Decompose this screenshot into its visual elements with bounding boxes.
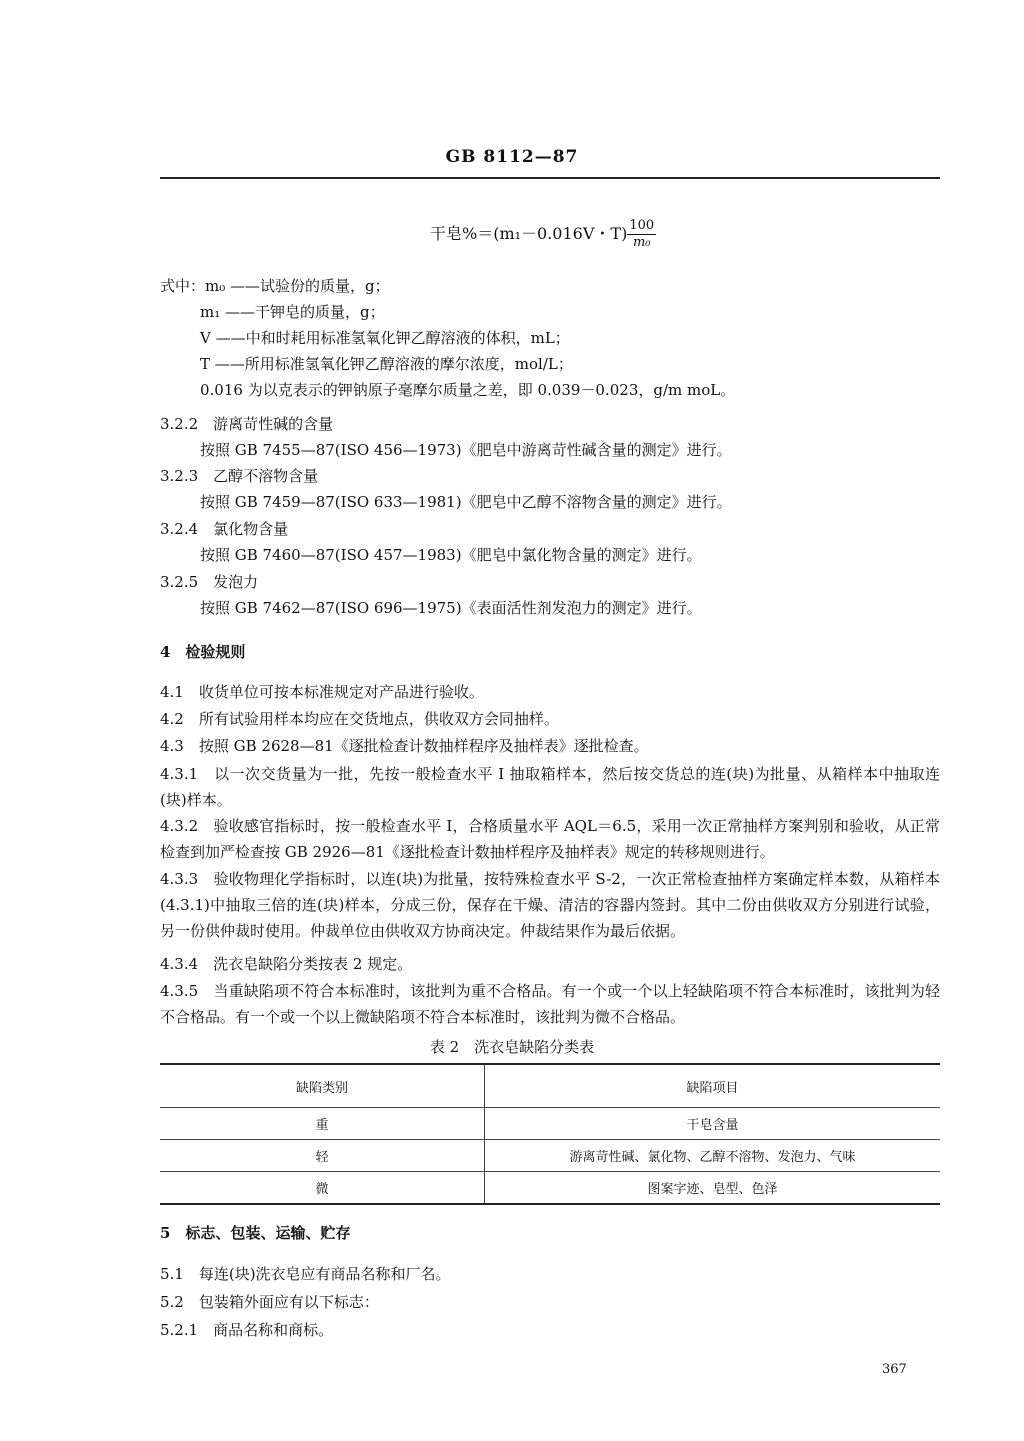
section-5-title: 5 标志、包装、运输、贮存: [160, 1224, 351, 1242]
table-caption: 表 2 洗衣皂缺陷分类表: [429, 1038, 595, 1056]
paragraph-5-1: 5.1 每连(块)洗衣皂应有商品名称和厂名。: [160, 1265, 451, 1283]
clause-text: 按照 GB 7455—87(ISO 456—1973)《肥皂中游离苛性碱含量的测定》进行。: [200, 441, 732, 459]
paragraph-5-2-1: 5.2.1 商品名称和商标。: [160, 1321, 334, 1339]
table-header-cell: 缺陷项目: [485, 1064, 941, 1108]
definition-t: T ——所用标准氢氧化钾乙醇溶液的摩尔浓度，mol/L；: [200, 355, 573, 373]
clause-heading: 3.2.3 乙醇不溶物含量: [160, 467, 319, 485]
clause-heading: 3.2.2 游离苛性碱的含量: [160, 415, 334, 433]
defect-classification-table: [160, 1063, 940, 1205]
table-row: [160, 1172, 940, 1205]
table-cell: 干皂含量: [485, 1108, 941, 1140]
clause-text: 按照 GB 7459—87(ISO 633—1981)《肥皂中乙醇不溶物含量的测定》进行。: [200, 493, 732, 511]
clause-heading: 3.2.5 发泡力: [160, 573, 259, 591]
table-cell: 重: [160, 1108, 485, 1140]
definition-v: V ——中和时耗用标准氢氧化钾乙醇溶液的体积，mL；: [200, 329, 570, 347]
table-row: [160, 1140, 940, 1172]
clause-heading: 3.2.4 氯化物含量: [160, 520, 289, 538]
clause-text: 按照 GB 7462—87(ISO 696—1975)《表面活性剂发泡力的测定》进行。: [200, 599, 702, 617]
definition-constant: 0.016 为以克表示的钾钠原子毫摩尔质量之差，即 0.039－0.023，g/m moL。: [200, 381, 736, 399]
paragraph-4-3: 4.3 按照 GB 2628—81《逐批检查计数抽样程序及抽样表》逐批检查。: [160, 737, 649, 755]
paragraph-4-3-1: 4.3.1 以一次交货量为一批，先按一般检查水平 I 抽取箱样本，然后按交货总的连(块)为批量、从箱样本中抽取连(块)样本。: [160, 765, 940, 809]
table-cell: 微: [160, 1172, 485, 1205]
paragraph-4-3-4: 4.3.4 洗衣皂缺陷分类按表 2 规定。: [160, 955, 413, 973]
dry-soap-formula: [430, 218, 656, 251]
table-cell: 游离苛性碱、氯化物、乙醇不溶物、发泡力、气味: [485, 1140, 941, 1172]
table-cell: 轻: [160, 1140, 485, 1172]
page-header: GB 8112—87: [445, 147, 579, 167]
paragraph-4-1: 4.1 收货单位可按本标准规定对产品进行验收。: [160, 683, 484, 701]
table-cell: 图案字迹、皂型、色泽: [485, 1172, 941, 1205]
definition-m1: m₁ ——干钾皂的质量，g；: [200, 303, 385, 321]
paragraph-4-3-2: 4.3.2 验收感官指标时，按一般检查水平 I，合格质量水平 AQL＝6.5，采用一次正常抽样方案判别和验收，从正常检查到加严检查按 GB 2926—81《逐批检查计数抽样程序及抽样表》规定的转移规则进行。: [160, 817, 940, 861]
paragraph-4-3-3: 4.3.3 验收物理化学指标时，以连(块)为批量，按特殊检查水平 S-2，一次正常检查抽样方案确定样本数，从箱样本(4.3.1)中抽取三倍的连(块)样本，分成三份，保存在干燥、清洁的容器内签封。其中二份由供收双方分别进行试验，另一份供仲裁时使用。仲裁单位由供收双方协商决定。仲裁结果作为最后依据。: [160, 870, 940, 940]
paragraph-4-2: 4.2 所有试验用样本均应在交货地点，供收双方会同抽样。: [160, 710, 559, 728]
formula-lhs: 干皂%＝(m₁－0.016V・T): [430, 224, 628, 243]
page-number: 367: [882, 1362, 907, 1377]
section-4-title: 4 检验规则: [160, 643, 246, 661]
formula-fraction: [627, 218, 656, 251]
paragraph-5-2: 5.2 包装箱外面应有以下标志：: [160, 1293, 379, 1311]
formula-numerator: 100: [629, 218, 655, 233]
paragraph-4-3-5: 4.3.5 当重缺陷项不符合本标准时，该批判为重不合格品。有一个或一个以上轻缺陷项不符合本标准时，该批判为轻不合格品。有一个或一个以上微缺陷项不符合本标准时，该批判为微不合格品。: [160, 982, 940, 1026]
table-header-row: [160, 1064, 940, 1108]
table-row: [160, 1108, 940, 1140]
clause-text: 按照 GB 7460—87(ISO 457—1983)《肥皂中氯化物含量的测定》进行。: [200, 546, 702, 564]
table-header-cell: 缺陷类别: [160, 1064, 485, 1108]
definition-m0: 式中：m₀ ——试验份的质量，g；: [160, 277, 390, 295]
header-rule: [160, 177, 940, 179]
formula-denominator: m₀: [632, 235, 651, 250]
